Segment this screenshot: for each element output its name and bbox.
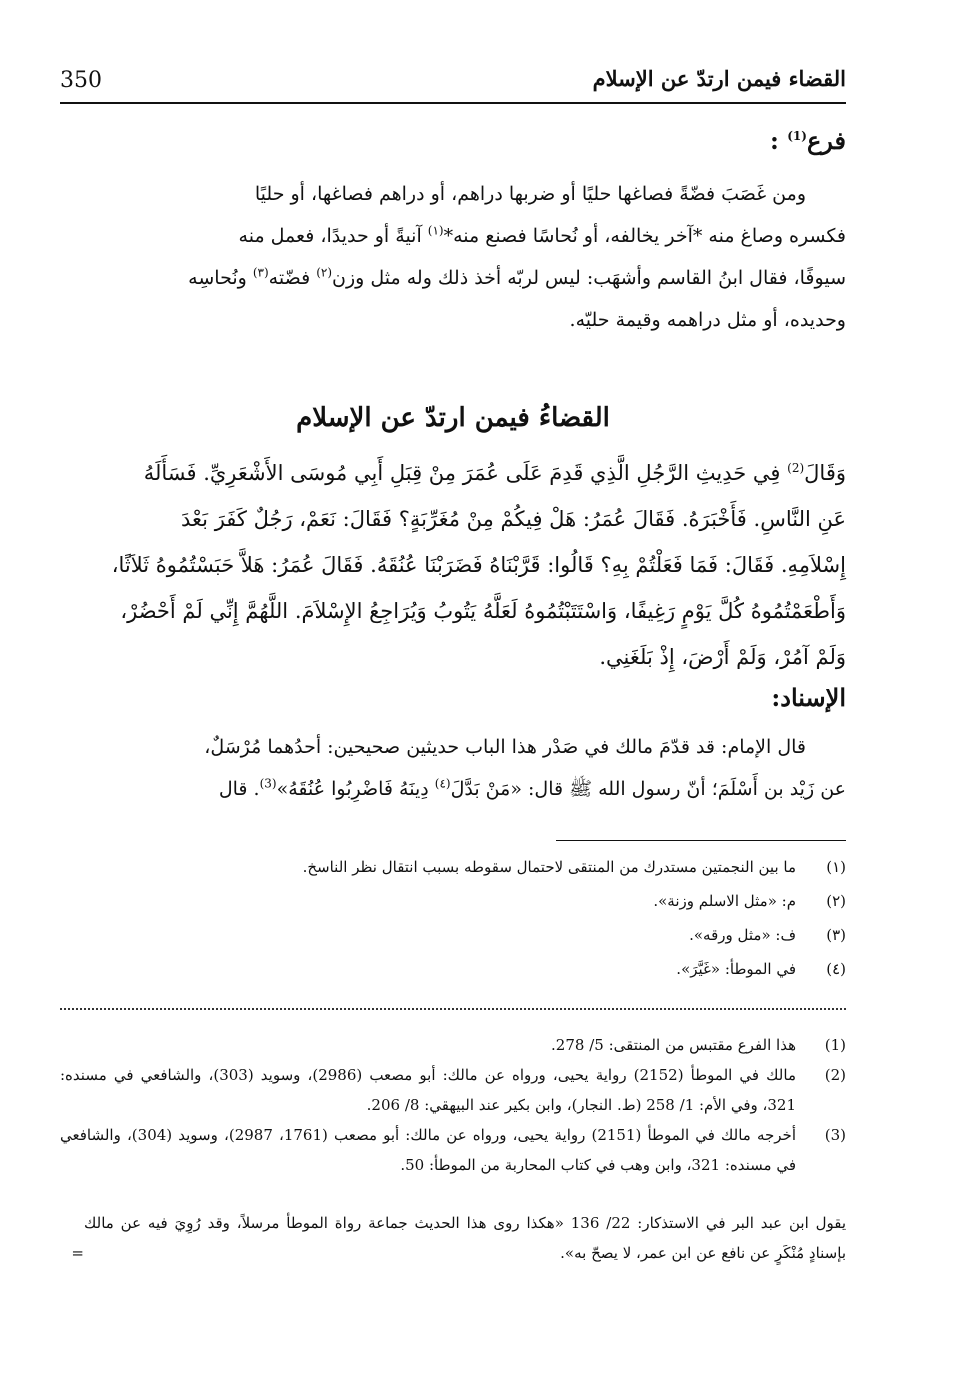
footnote-text: مالك في الموطأ (2152) رواية يحيى، ورواه عن مالك: أبو مصعب (2986)، وسويد (303)، والشافعي في مسنده: 321، وفي الأم: 1/ 258 (ط. النجار)، وابن بكير عند البيهقي: 8/ 206. — [60, 1066, 796, 1114]
footnotes-manuscript — [60, 850, 846, 986]
footnotes-editor — [60, 1030, 846, 1180]
footnote-text: هذا الفرع مقتبس من المنتقى: 5/ 278. — [551, 1036, 796, 1054]
footnote-number: (٤) — [826, 960, 846, 978]
footnote-text: في الموطأ: «غَيَّرَ». — [676, 960, 796, 978]
running-header — [60, 58, 846, 104]
footnote-ref: (٢) — [316, 265, 333, 280]
paragraph-line: ومن غَصَبَ فضّةً فصاغها حليًا أو ضربها دراهم، أو دراهم فصاغها، أو حليًا — [254, 183, 806, 205]
footnote-ref: (٤) — [434, 776, 451, 791]
footnote-ref: (2) — [787, 461, 805, 475]
text-span: فكسره وصاغ منه *آخر يخالفه، أو نُحاسًا فصنع منه* — [443, 225, 846, 247]
paragraph-line: قال الإمام: قد قدّمَ مالك في صَدْر هذا الباب حديثين صحيحين: أحدُهما مُرْسَلٌ، — [204, 736, 806, 758]
hadith-line: إِسْلاَمِهِ. فَقَالَ: فَمَا فَعَلْتُمْ بِهِ؟ قَالُوا: قَرَّبْنَاهُ فَضَرَبْنَا عُنُقَهُ. فَقَالَ عُمَرُ: هَلاَّ حَبَسْتُمُوهُ ثَلاَثًا، — [111, 553, 846, 577]
section-heading-isnad: الإسناد: — [771, 683, 846, 712]
footnote-item — [60, 1060, 846, 1120]
text-span: ونُحاسِه — [188, 267, 253, 289]
paragraph-line — [60, 257, 846, 299]
footnote-ref: (3) — [259, 776, 277, 791]
paragraph-far — [60, 173, 846, 341]
footnote-text: ف: «مثل ورقه». — [689, 926, 796, 944]
hadith-text — [60, 450, 846, 680]
footnote-number: (١) — [826, 858, 846, 876]
paragraph-line — [60, 215, 846, 257]
footnote-text: أخرجه مالك في الموطأ (2151) رواية يحيى، ورواه عن مالك: أبو مصعب (1761، 2987)، وسويد (304)، والشافعي في مسنده: 321، وابن وهب في كتاب المحاربة من الموطأ: 50. — [60, 1126, 796, 1174]
footnote-separator — [556, 840, 846, 841]
note-text: يقول ابن عبد البر في الاستذكار: 22/ 136 «هكذا روى هذا الحديث جماعة رواة الموطأ مرسلاً، وقد رُوِيَ فيه عن مالك بإسنادٍ مُنْكَرٍ عن نافع عن ابن عمر، لا يصحّ به». — [84, 1214, 847, 1262]
footnote-item — [60, 850, 846, 884]
text-span: وَقَالَ — [804, 461, 846, 485]
hadith-line: وَلَمْ آمُرْ، وَلَمْ أَرْضَ، إِذْ بَلَغَنِي. — [599, 645, 846, 669]
text-span: آنيةً أو حديدًا، فعمل منه — [238, 225, 428, 247]
footnote-number: (3) — [824, 1126, 846, 1144]
section-heading-far — [60, 126, 846, 155]
hadith-line: وَأَطْعَمْتُمُوهُ كُلَّ يَوْمٍ رَغِيفًا، وَاسْتَتَبْتُمُوهُ لَعَلَّهُ يَتُوبُ وَيُرَاجِعُ الإِسْلاَمَ. اللَّهُمَّ إِنِّي لَمْ أَحْضُرْ، — [120, 599, 846, 623]
footnote-number: (2) — [824, 1066, 846, 1084]
footnote-ref: (١) — [427, 223, 444, 238]
hadith-line: عَنِ النَّاسِ. فَأَخْبَرَهُ. فَقَالَ عُمَرُ: هَلْ فِيكُمْ مِنْ مُغَرِّبَةٍ؟ فَقَالَ: نَعَمْ، رَجُلٌ كَفَرَ بَعْدَ — [181, 507, 846, 531]
footnote-number: (1) — [824, 1036, 846, 1054]
footnote-divider-dotted — [60, 1008, 846, 1010]
text-span: فضّته — [268, 267, 317, 289]
continuation-mark: = — [71, 1244, 84, 1262]
text-span: عن زَيْد بن أَسْلَمَ؛ أنّ رسول الله ﷺ قال: «مَنْ بَدَّلَ — [450, 778, 846, 800]
chapter-title: القضاءُ فيمن ارتدّ عن الإسلام — [296, 403, 610, 433]
footnote-item — [60, 884, 846, 918]
paragraph-line — [60, 768, 846, 810]
text-span: سيوفًا، فقال ابنُ القاسم وأشهَب: ليس لربّه أخذ ذلك وله مثل وزن — [332, 267, 846, 289]
text-span: دِينَهُ فَاضْرِبُوا عُنُقَهُ» — [276, 778, 435, 800]
text-span: فِي حَدِيثِ الرَّجُلِ الَّذِي قَدِمَ عَلَى عُمَرَ مِنْ قِبَلِ أَبِي مُوسَى الأَشْعَرِيِّ. فَسَأَلَهُ — [143, 461, 788, 485]
footnote-note — [60, 1208, 846, 1268]
footnote-number: (٣) — [826, 926, 846, 944]
footnote-text: ما بين النجمتين مستدرك من المنتقى لاحتمال سقوطه بسبب انتقال نظر الناسخ. — [302, 858, 796, 876]
paragraph-isnad — [60, 726, 846, 810]
footnote-item — [60, 918, 846, 952]
page — [60, 58, 846, 1338]
paragraph-line: وحديده، أو مثل دراهمه وقيمة حليّه. — [569, 309, 846, 331]
heading-colon: : — [770, 126, 779, 155]
footnote-item — [60, 952, 846, 986]
footnote-item — [60, 1030, 846, 1060]
footnote-number: (٢) — [826, 892, 846, 910]
page-number: 350 — [60, 68, 102, 93]
hadith-line — [60, 450, 846, 496]
footnote-ref: (٣) — [252, 265, 269, 280]
footnote-text: م: «مثل الاسلم وزنة». — [653, 892, 796, 910]
running-title: القضاء فيمن ارتدّ عن الإسلام — [592, 66, 846, 91]
footnote-ref: (1) — [787, 129, 807, 143]
footnote-item — [60, 1120, 846, 1180]
text-span: . قال — [218, 778, 260, 800]
heading-text: فرع — [806, 126, 846, 155]
